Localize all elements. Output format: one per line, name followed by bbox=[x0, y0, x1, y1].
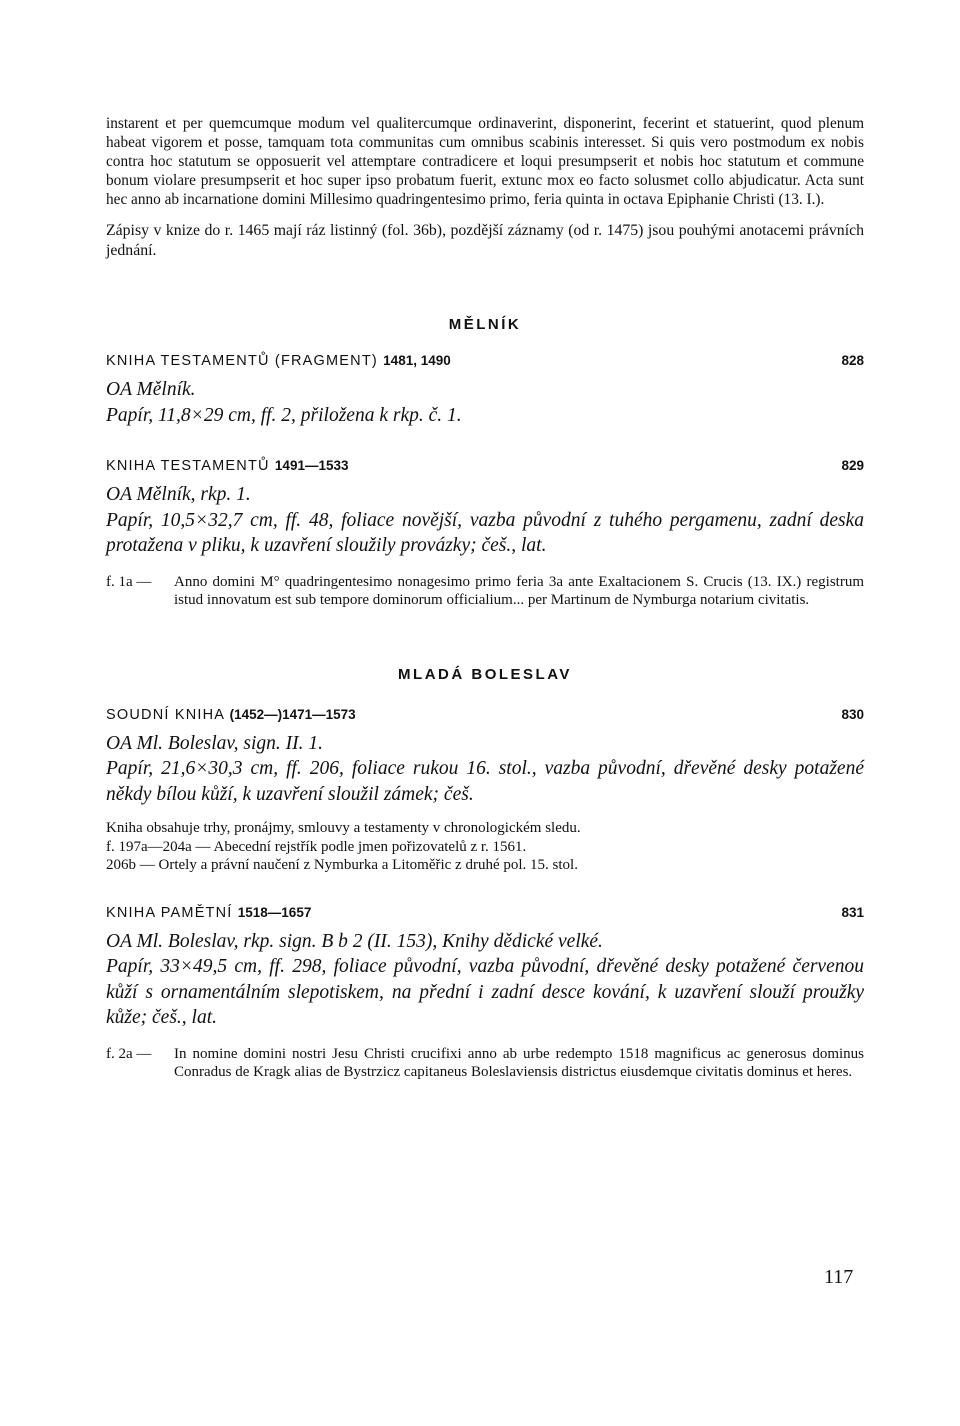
entry-description: Papír, 33×49,5 cm, ff. 298, foliace původní, vazba původní, dřevěné desky potažené červenou kůží s ornamentálním slepotiskem, na přední i zadní desce kování, k uzavření slouží proužky kůže; češ., lat. bbox=[106, 956, 864, 1028]
entry-title-wrap bbox=[106, 905, 311, 921]
entry-title: KNIHA TESTAMENTŮ bbox=[106, 458, 270, 474]
folio-label: f. 1a — bbox=[106, 573, 152, 590]
entry-archive: OA Mělník, rkp. 1. bbox=[106, 484, 251, 505]
content-line: 206b — Ortely a právní naučení z Nymburka a Litoměřic z druhé pol. 15. stol. bbox=[106, 857, 578, 873]
place-heading: MĚLNÍK bbox=[448, 316, 522, 333]
entry-heading bbox=[106, 458, 864, 474]
entry-archive: OA Mělník. bbox=[106, 379, 196, 400]
entry-number: 830 bbox=[841, 706, 864, 722]
entry-title: KNIHA PAMĚTNÍ bbox=[106, 904, 233, 921]
content-line: Kniha obsahuje trhy, pronájmy, smlouvy a testamenty v chronologickém sledu. bbox=[106, 820, 581, 836]
entry-title-wrap bbox=[106, 353, 451, 369]
entry-heading bbox=[106, 707, 864, 723]
entry-heading bbox=[106, 353, 864, 369]
folio-text: In nomine domini nostri Jesu Christi crucifixi anno ab urbe redempto 1518 magnificus ac generosus dominus Conradus de Kragk alias de Bystrzicz capitaneus Boleslaviensis districtus eiusdemque civitatis dominus et heres. bbox=[174, 1045, 864, 1080]
entry-years: 1518—1657 bbox=[237, 904, 312, 920]
entry-description: Papír, 10,5×32,7 cm, ff. 48, foliace novější, vazba původní z tuhého pergamenu, zadní deska protažena v pliku, k uzavření sloužily provázky; češ., lat. bbox=[106, 509, 864, 556]
folio-label: f. 2a — bbox=[106, 1045, 152, 1062]
entry-years: (1452—)1471—1573 bbox=[229, 706, 356, 722]
entry-number: 828 bbox=[841, 353, 864, 368]
folio-excerpt bbox=[106, 1045, 864, 1082]
entry-years: 1491—1533 bbox=[274, 458, 349, 473]
content-line: f. 197a—204a — Abecední rejstřík podle jmen pořizovatelů z r. 1561. bbox=[106, 838, 527, 855]
intro-paragraph: instarent et per quemcumque modum vel qualitercumque ordinaverint, disponerint, fecerint et statuerint, quod plenum habeat vigorem et posse, tamquam tota communitas cum omnibus scabinis interesset. Si quis vero postmodum ex nobis contra hoc statutum se opposuerit vel attemptare contradicere et loqui presumpserit et nobis hoc statutum et commune bonum violare presumpserit et hoc super ipso probatum fuerit, extunc mox eo facto solusmet collo abjudicatur. Acta sunt hec anno ab incarnatione domini Millesimo quadringentesimo primo, feria quinta in octava Epiphanie Christi (13. I.). bbox=[106, 115, 864, 208]
entry-archive: OA Ml. Boleslav, rkp. sign. B b 2 (II. 153), Knihy dědické velké. bbox=[106, 930, 603, 952]
entry-title: SOUDNÍ KNIHA bbox=[106, 706, 225, 723]
place-heading: MLADÁ BOLESLAV bbox=[398, 665, 572, 683]
entry-number: 831 bbox=[841, 904, 864, 920]
entry-title-wrap bbox=[106, 707, 356, 723]
entry-number: 829 bbox=[841, 458, 864, 473]
entry-description: Papír, 21,6×30,3 cm, ff. 206, foliace rukou 16. stol., vazba původní, dřevěné desky potažené někdy bílou kůží, k uzavření sloužil zámek; češ. bbox=[106, 758, 864, 805]
entry-archive: OA Ml. Boleslav, sign. II. 1. bbox=[106, 732, 323, 754]
entry-title: KNIHA TESTAMENTŮ (FRAGMENT) bbox=[106, 353, 378, 369]
entry-years: 1481, 1490 bbox=[383, 353, 451, 368]
folio-excerpt bbox=[106, 573, 864, 610]
page-content bbox=[106, 114, 864, 1082]
folio-text: Anno domini M° quadringentesimo nonagesimo primo feria 3a ante Exaltacionem S. Crucis (13. IX.) registrum istud innovatum est sub tempore dominorum officialium... per Martinum de Nymburga notarium civitatis. bbox=[174, 573, 864, 608]
entry-description: Papír, 11,8×29 cm, ff. 2, přiložena k rkp. č. 1. bbox=[106, 404, 462, 426]
entry-heading bbox=[106, 905, 864, 921]
page-number: 117 bbox=[824, 1266, 854, 1288]
entry-title-wrap bbox=[106, 458, 349, 474]
note-paragraph: Zápisy v knize do r. 1465 mají ráz listinný (fol. 36b), pozdější záznamy (od r. 1475) jsou pouhými anotacemi právních jednání. bbox=[106, 222, 864, 259]
